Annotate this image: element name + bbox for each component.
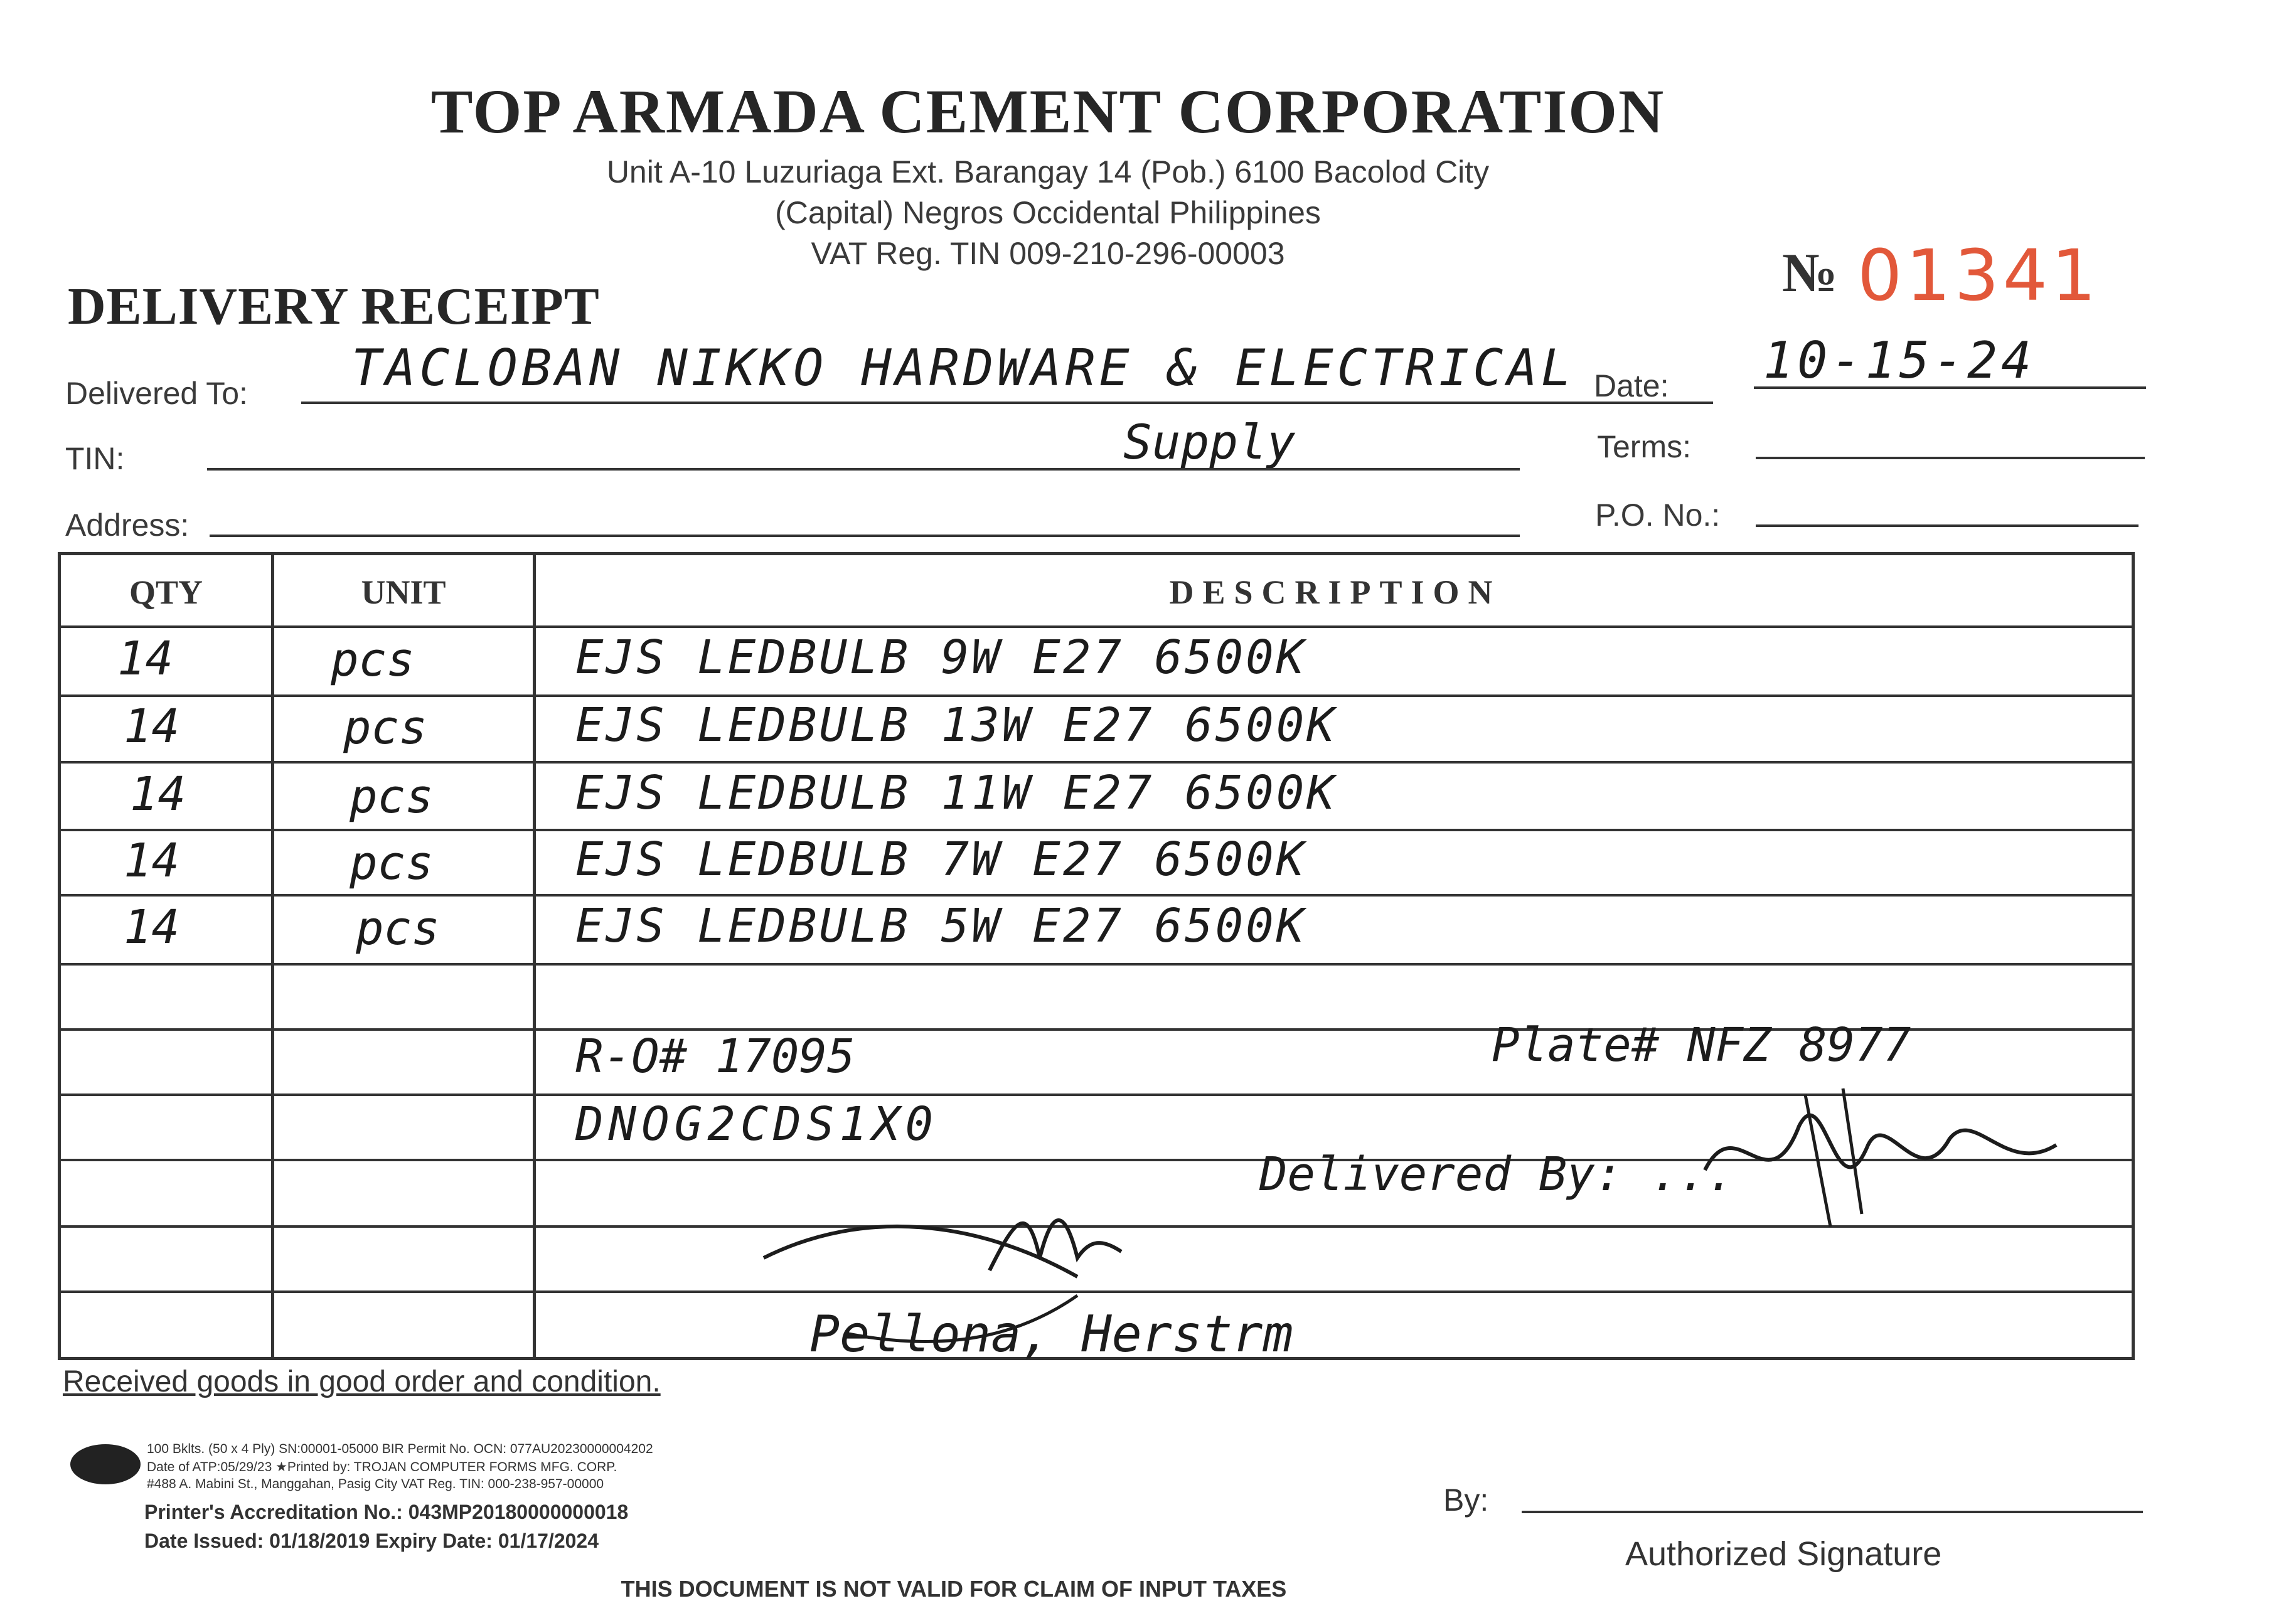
delivered-to-line bbox=[301, 402, 1713, 404]
delivered-to-label: Delivered To: bbox=[65, 376, 248, 411]
row-description[interactable]: EJS LEDBULB 7W E27 6500K bbox=[575, 833, 1307, 886]
by-label: By: bbox=[1443, 1482, 1489, 1518]
printer-info-line1: 100 Bklts. (50 x 4 Ply) SN:00001-05000 BIR Permit No. OCN: 077AU20230000004202 bbox=[147, 1442, 653, 1456]
row-qty[interactable]: 14 bbox=[124, 900, 180, 954]
row-line bbox=[61, 694, 2132, 697]
row-line bbox=[61, 625, 2132, 628]
plate-number[interactable]: Plate# NFZ 8977 bbox=[1492, 1018, 1911, 1072]
company-address-line1: Unit A-10 Luzuriaga Ext. Barangay 14 (Pob.) 6100 Bacolod City bbox=[606, 154, 1490, 189]
document-number-label: № bbox=[1782, 243, 1838, 304]
received-goods-statement: Received goods in good order and condition. bbox=[63, 1365, 661, 1398]
tin-label: TIN: bbox=[65, 441, 125, 476]
items-table bbox=[58, 552, 2135, 1360]
header-qty: QTY bbox=[129, 573, 203, 611]
header-description: DESCRIPTION bbox=[1169, 573, 1502, 611]
terms-line bbox=[1756, 457, 2145, 459]
row-unit[interactable]: pcs bbox=[356, 902, 440, 955]
address-line bbox=[210, 535, 1520, 537]
row-qty[interactable]: 14 bbox=[124, 700, 180, 753]
row-qty[interactable]: 14 bbox=[130, 767, 186, 821]
date-issued-expiry: Date Issued: 01/18/2019 Expiry Date: 01/17/2024 bbox=[144, 1530, 599, 1552]
header-unit: UNIT bbox=[361, 573, 446, 611]
po-line bbox=[1756, 524, 2138, 527]
printer-info-line2: Date of ATP:05/29/23 ★Printed by: TROJAN COMPUTER FORMS MFG. CORP. bbox=[147, 1460, 617, 1474]
row-unit[interactable]: pcs bbox=[350, 836, 434, 890]
row-description[interactable]: EJS LEDBULB 13W E27 6500K bbox=[575, 698, 1337, 752]
company-address-line2: (Capital) Negros Occidental Philippines bbox=[775, 195, 1321, 230]
row-qty[interactable]: 14 bbox=[124, 834, 180, 888]
delivered-by-note[interactable]: Delivered By: ... bbox=[1259, 1147, 1735, 1201]
terms-label: Terms: bbox=[1597, 429, 1691, 464]
reference-code[interactable]: DNOG2CDS1X0 bbox=[575, 1097, 939, 1151]
row-unit[interactable]: pcs bbox=[343, 701, 427, 755]
printer-info-line3: #488 A. Mabini St., Manggahan, Pasig City VAT Reg. TIN: 000-238-957-00000 bbox=[147, 1477, 604, 1491]
document-title: DELIVERY RECEIPT bbox=[68, 277, 600, 336]
driver-signature-scribble bbox=[1680, 1070, 2094, 1233]
column-divider-qty bbox=[271, 555, 274, 1357]
row-description[interactable]: EJS LEDBULB 9W E27 6500K bbox=[575, 631, 1307, 684]
date-label: Date: bbox=[1594, 368, 1669, 403]
authorized-signature-line bbox=[1522, 1511, 2143, 1513]
row-line bbox=[61, 829, 2132, 831]
printer-logo-icon bbox=[70, 1444, 141, 1484]
document-number: 01341 bbox=[1857, 235, 2100, 317]
ro-number[interactable]: R-O# 17095 bbox=[575, 1030, 855, 1083]
row-unit[interactable]: pcs bbox=[331, 633, 415, 687]
row-line bbox=[61, 894, 2132, 897]
row-unit[interactable]: pcs bbox=[350, 770, 434, 824]
date-value[interactable]: 10-15-24 bbox=[1763, 331, 2036, 390]
company-name: TOP ARMADA CEMENT CORPORATION bbox=[430, 77, 1665, 146]
column-divider-unit bbox=[533, 555, 536, 1357]
printer-accreditation: Printer's Accreditation No.: 043MP20180000000018 bbox=[144, 1501, 629, 1523]
row-line bbox=[61, 963, 2132, 966]
row-line bbox=[61, 761, 2132, 764]
tin-line bbox=[207, 468, 1520, 471]
row-qty[interactable]: 14 bbox=[117, 632, 174, 686]
row-description[interactable]: EJS LEDBULB 5W E27 6500K bbox=[575, 899, 1307, 953]
company-vat-tin: VAT Reg. TIN 009-210-296-00003 bbox=[811, 236, 1285, 271]
receiver-signature-name: Pellona, Herstrm bbox=[809, 1305, 1293, 1363]
authorized-signature-label: Authorized Signature bbox=[1625, 1535, 1942, 1573]
not-valid-notice: THIS DOCUMENT IS NOT VALID FOR CLAIM OF INPUT TAXES bbox=[621, 1576, 1287, 1602]
delivered-to-value[interactable]: TACLOBAN NIKKO HARDWARE & ELECTRICAL bbox=[351, 339, 1575, 397]
delivered-to-value-continued[interactable]: Supply bbox=[1123, 414, 1296, 470]
po-label: P.O. No.: bbox=[1595, 498, 1721, 533]
row-description[interactable]: EJS LEDBULB 11W E27 6500K bbox=[575, 766, 1337, 820]
address-label: Address: bbox=[65, 508, 190, 543]
